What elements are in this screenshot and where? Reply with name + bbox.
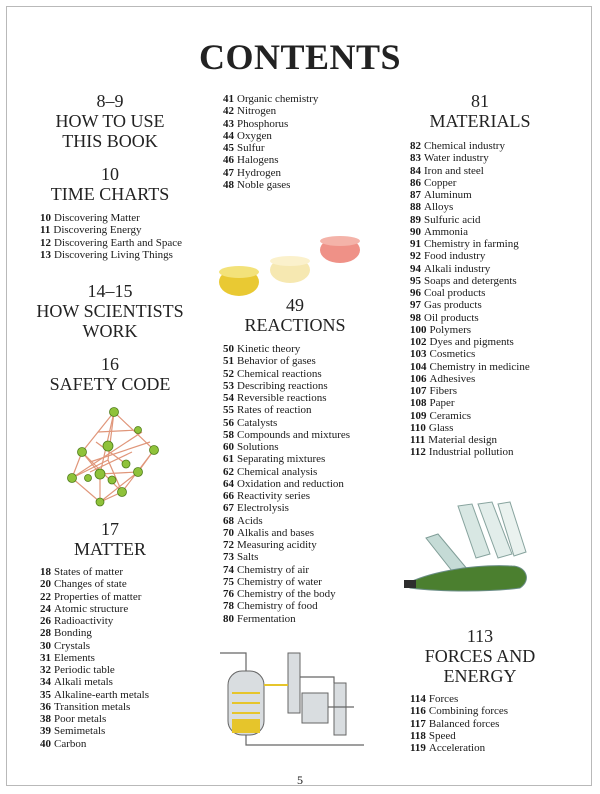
toc-entry-label: Water industry (424, 152, 489, 165)
toc-entry[interactable] (410, 434, 530, 446)
toc-entry[interactable] (410, 189, 530, 201)
toc-entry-page: 36 (40, 700, 51, 713)
heading-title: REACTIONS (244, 315, 346, 335)
toc-entry-page: 82 (410, 140, 421, 152)
toc-entry[interactable] (40, 249, 182, 261)
toc-entry-page: 90 (410, 225, 421, 238)
toc-entry-label: Chemical reactions (237, 367, 322, 380)
glass-bottles-illustration (402, 500, 542, 600)
toc-entry[interactable] (223, 343, 350, 355)
toc-entry-page: 42 (223, 105, 234, 118)
toc-entry-page: 55 (223, 404, 234, 417)
toc-entry-page: 75 (223, 575, 234, 588)
toc-entry[interactable] (223, 105, 318, 117)
toc-entry[interactable] (223, 93, 318, 105)
toc-entry[interactable] (410, 336, 530, 348)
toc-heading-how-scientists-work[interactable] (20, 281, 200, 341)
heading-title: TIME CHARTS (50, 184, 170, 204)
toc-entry-label: Chemical industry (424, 140, 505, 152)
toc-entry-label: Speed (428, 729, 456, 742)
toc-entry-page: 111 (410, 434, 426, 446)
toc-entry[interactable] (223, 130, 318, 142)
toc-entry-page: 47 (223, 166, 234, 179)
toc-entry[interactable] (223, 154, 318, 166)
toc-entry[interactable] (410, 422, 530, 434)
toc-heading-time-charts[interactable] (20, 164, 200, 204)
toc-entry[interactable] (40, 224, 182, 236)
toc-entry[interactable] (410, 275, 530, 287)
toc-entry-page: 43 (223, 117, 234, 130)
toc-heading-reactions[interactable] (205, 295, 385, 335)
toc-entry[interactable] (40, 738, 149, 750)
toc-entry[interactable] (410, 201, 530, 213)
toc-entry-label: Gas products (424, 299, 482, 312)
toc-entry[interactable] (223, 429, 350, 441)
heading-title: MATERIALS (429, 111, 531, 131)
toc-entry-label: Chemistry of the body (237, 588, 336, 600)
toc-entry-page: 54 (223, 392, 234, 404)
toc-entry-label: Halogens (237, 154, 279, 167)
toc-entry-label: Chemical analysis (237, 465, 318, 478)
toc-entry-label: Material design (428, 434, 498, 446)
toc-entry[interactable] (223, 453, 350, 465)
toc-entry[interactable] (40, 578, 149, 590)
toc-entry-page: 84 (410, 164, 421, 177)
toc-entry-label: Compounds and mixtures (237, 428, 351, 441)
toc-entry-label: Oil products (424, 311, 479, 324)
toc-entry[interactable] (223, 380, 350, 392)
toc-entry-label: Organic chemistry (237, 93, 319, 105)
toc-entry[interactable] (223, 417, 350, 429)
toc-entry-page: 89 (410, 213, 421, 226)
toc-entry[interactable] (410, 287, 530, 299)
toc-entry[interactable] (223, 490, 350, 502)
toc-entry-label: Chemistry of air (237, 563, 310, 576)
toc-entry[interactable] (223, 576, 350, 588)
forces-list (410, 693, 508, 754)
toc-entry[interactable] (223, 368, 350, 380)
toc-entry-page: 100 (410, 323, 427, 336)
toc-entry[interactable] (410, 250, 530, 262)
toc-entry-page: 30 (40, 639, 51, 652)
toc-entry-label: Crystals (54, 639, 91, 652)
toc-entry-label: Hydrogen (237, 166, 281, 179)
toc-entry-label: Acceleration (428, 742, 486, 754)
toc-entry-page: 11 (40, 224, 51, 237)
toc-entry-label: Discovering Earth and Space (54, 236, 182, 249)
toc-entry-label: Discovering Matter (54, 212, 140, 224)
toc-entry-label: Reversible reactions (237, 392, 327, 404)
toc-entry-label: Electrolysis (237, 502, 289, 515)
crystal-lattice-illustration (52, 402, 164, 512)
materials-list (410, 140, 530, 459)
toc-entry-label: Semimetals (54, 725, 106, 738)
toc-entry-label: Iron and steel (424, 164, 484, 177)
toc-entry-label: Phosphorus (237, 117, 289, 130)
toc-entry-label: Sulfuric acid (424, 213, 481, 226)
toc-entry-page: 66 (223, 490, 234, 502)
toc-entry-page: 106 (410, 372, 427, 385)
toc-entry-label: Reactivity series (237, 490, 311, 502)
toc-entry-label: Oxygen (237, 129, 272, 142)
toc-entry[interactable] (410, 214, 530, 226)
toc-entry[interactable] (410, 385, 530, 397)
toc-entry-page: 67 (223, 502, 234, 515)
toc-heading-materials[interactable] (390, 91, 570, 131)
toc-entry-page: 20 (40, 578, 51, 591)
toc-entry[interactable] (223, 539, 350, 551)
toc-entry-label: Forces (428, 693, 459, 705)
toc-entry[interactable] (223, 404, 350, 416)
toc-entry-label: Sulfur (237, 142, 265, 154)
toc-entry-page: 10 (40, 212, 51, 224)
toc-entry-page: 46 (223, 154, 234, 167)
toc-entry-page: 68 (223, 514, 234, 527)
toc-entry-page: 92 (410, 250, 421, 263)
toc-entry[interactable] (223, 441, 350, 453)
toc-entry-page: 74 (223, 563, 234, 576)
toc-entry-label: Elements (54, 651, 95, 664)
toc-entry[interactable] (223, 588, 350, 600)
toc-entry-label: Fermentation (237, 612, 296, 625)
toc-entry[interactable] (40, 591, 149, 603)
toc-entry[interactable] (410, 705, 508, 717)
toc-entry-label: Catalysts (237, 416, 278, 429)
toc-entry-label: Behavior of gases (237, 355, 316, 368)
toc-entry-label: Noble gases (237, 178, 291, 191)
toc-entry-label: Chemistry in medicine (429, 360, 530, 373)
toc-entry[interactable] (223, 142, 318, 154)
toc-entry-label: Polymers (429, 323, 472, 336)
toc-entry[interactable] (40, 615, 149, 627)
toc-entry-page: 35 (40, 688, 51, 701)
toc-entry-page: 64 (223, 477, 234, 490)
heading-pages: 49 (286, 295, 304, 315)
toc-entry-page: 86 (410, 176, 421, 189)
toc-entry-page: 31 (40, 651, 51, 664)
toc-entry[interactable] (223, 515, 350, 527)
toc-entry[interactable] (410, 718, 508, 730)
toc-entry[interactable] (410, 312, 530, 324)
toc-entry-label: Copper (424, 176, 457, 189)
toc-entry[interactable] (410, 373, 530, 385)
toc-entry[interactable] (410, 140, 530, 152)
toc-entry-page: 26 (40, 615, 51, 627)
toc-entry-page: 58 (223, 428, 234, 441)
toc-entry-page: 78 (223, 600, 234, 613)
toc-entry[interactable] (223, 502, 350, 514)
toc-entry-page: 12 (40, 236, 51, 249)
toc-entry-label: Salts (237, 551, 259, 564)
toc-entry[interactable] (410, 152, 530, 164)
heading-title: HOW TO USE (55, 111, 165, 131)
toc-entry-label: Radioactivity (54, 615, 114, 627)
toc-entry[interactable] (40, 725, 149, 737)
toc-entry-label: Industrial pollution (428, 446, 514, 459)
toc-entry-label: Glass (428, 421, 454, 434)
toc-entry-page: 53 (223, 379, 234, 392)
heading-pages: 14–15 (87, 281, 133, 301)
heading-title: FORCES AND (424, 646, 536, 666)
toc-entry-page: 61 (223, 453, 234, 466)
toc-entry[interactable] (40, 603, 149, 615)
toc-entry-label: Bonding (54, 627, 92, 640)
toc-entry-page: 88 (410, 201, 421, 214)
heading-pages: 113 (466, 626, 494, 646)
toc-entry-label: Alloys (424, 201, 454, 214)
toc-entry-label: Measuring acidity (237, 539, 317, 551)
toc-entry-page: 95 (410, 274, 421, 287)
toc-entry-page: 96 (410, 287, 421, 299)
heading-title: ENERGY (443, 666, 517, 686)
toc-entry[interactable] (223, 613, 350, 625)
heading-title: SAFETY CODE (49, 374, 171, 394)
toc-entry-page: 116 (410, 705, 426, 718)
toc-entry[interactable] (410, 348, 530, 360)
toc-entry[interactable] (223, 392, 350, 404)
toc-heading-how-to-use[interactable] (20, 91, 200, 151)
toc-entry-page: 32 (40, 664, 51, 676)
toc-entry-label: Alkalis and bases (237, 526, 314, 539)
toc-entry-label: Chemistry of water (237, 575, 322, 588)
toc-entry[interactable] (223, 564, 350, 576)
toc-entry-page: 13 (40, 248, 51, 261)
toc-entry[interactable] (40, 640, 149, 652)
toc-entry-page: 40 (40, 737, 51, 750)
heading-title: MATTER (74, 539, 146, 559)
toc-entry-label: Changes of state (54, 578, 127, 591)
toc-entry[interactable] (223, 600, 350, 612)
toc-entry-label: Cosmetics (429, 348, 476, 361)
toc-entry-label: Aluminum (424, 189, 472, 201)
toc-entry-page: 114 (410, 693, 426, 705)
toc-heading-matter[interactable] (20, 519, 200, 559)
matter-list (40, 566, 149, 750)
toc-entry[interactable] (40, 701, 149, 713)
toc-entry-label: Adhesives (429, 372, 476, 385)
toc-entry-page: 103 (410, 348, 427, 361)
toc-entry[interactable] (410, 263, 530, 275)
toc-entry[interactable] (40, 689, 149, 701)
toc-entry-page: 51 (223, 355, 234, 368)
toc-entry-page: 104 (410, 360, 427, 373)
toc-entry-page: 48 (223, 178, 234, 191)
toc-entry[interactable] (410, 361, 530, 373)
toc-entry-page: 91 (410, 238, 421, 250)
toc-entry-label: Discovering Energy (53, 224, 142, 237)
time-charts-list (40, 212, 182, 261)
toc-entry[interactable] (40, 566, 149, 578)
toc-entry-page: 52 (223, 367, 234, 380)
toc-entry-page: 109 (410, 409, 427, 422)
toc-entry-page: 22 (40, 590, 51, 603)
heading-pages: 8–9 (96, 91, 124, 111)
heading-pages: 16 (101, 354, 119, 374)
toc-entry[interactable] (410, 742, 508, 754)
toc-entry-page: 62 (223, 465, 234, 478)
toc-entry[interactable] (410, 177, 530, 189)
toc-entry-page: 94 (410, 262, 421, 275)
toc-entry-page: 50 (223, 343, 234, 355)
toc-entry-page: 76 (223, 588, 234, 600)
toc-entry[interactable] (410, 226, 530, 238)
page-number: 5 (297, 773, 303, 787)
toc-entry-page: 80 (223, 612, 234, 625)
toc-entry-label: Soaps and detergents (424, 274, 517, 287)
toc-entry-label: Kinetic theory (237, 343, 301, 355)
toc-entry[interactable] (223, 478, 350, 490)
toc-entry-page: 119 (410, 742, 426, 754)
toc-entry-page: 107 (410, 385, 427, 397)
toc-heading-forces-and-energy[interactable] (390, 626, 570, 686)
toc-entry-page: 70 (223, 526, 234, 539)
toc-entry-label: Combining forces (428, 705, 509, 718)
toc-entry-page: 39 (40, 725, 51, 738)
toc-entry-page: 73 (223, 551, 234, 564)
toc-entry-label: Coal products (424, 287, 486, 299)
toc-entry-page: 108 (410, 397, 427, 410)
toc-entry-label: Solutions (237, 441, 279, 453)
page-title: CONTENTS (198, 37, 402, 77)
heading-pages: 81 (471, 91, 489, 111)
toc-entry-label: Ammonia (424, 225, 468, 238)
toc-entry-page: 45 (223, 142, 234, 154)
toc-entry[interactable] (410, 397, 530, 409)
toc-entry-label: Alkaline-earth metals (54, 688, 149, 701)
toc-entry[interactable] (410, 693, 508, 705)
toc-entry[interactable] (410, 410, 530, 422)
toc-entry[interactable] (410, 324, 530, 336)
toc-entry-label: Separating mixtures (237, 453, 326, 466)
toc-entry-page: 118 (410, 729, 426, 742)
toc-entry-page: 34 (40, 676, 51, 689)
industrial-plant-illustration (214, 633, 374, 751)
toc-entry-label: Alkali metals (54, 676, 113, 689)
toc-entry[interactable] (410, 730, 508, 742)
toc-entry-label: Acids (237, 514, 263, 527)
toc-entry-label: Chemistry of food (237, 600, 318, 613)
toc-entry[interactable] (223, 355, 350, 367)
heading-pages: 10 (101, 164, 119, 184)
toc-entry-page: 72 (223, 539, 234, 551)
toc-entry-label: Atomic structure (54, 602, 129, 615)
toc-entry-page: 28 (40, 627, 51, 640)
toc-entry-label: Ceramics (429, 409, 472, 422)
toc-entry-page: 83 (410, 152, 421, 165)
toc-entry[interactable] (40, 713, 149, 725)
toc-entry[interactable] (223, 551, 350, 563)
toc-entry[interactable] (40, 676, 149, 688)
toc-entry-label: Oxidation and reduction (237, 477, 344, 490)
toc-entry-page: 97 (410, 299, 421, 312)
reactions-list (223, 343, 350, 625)
toc-entry-page: 112 (410, 446, 426, 459)
toc-entry[interactable] (223, 527, 350, 539)
toc-entry-page: 44 (223, 129, 234, 142)
toc-entry-page: 60 (223, 441, 234, 453)
toc-entry[interactable] (223, 167, 318, 179)
toc-entry[interactable] (223, 179, 318, 191)
toc-entry-page: 98 (410, 311, 421, 324)
heading-title: HOW SCIENTISTS (36, 301, 184, 321)
toc-entry[interactable] (40, 627, 149, 639)
toc-entry-label: Poor metals (54, 713, 107, 725)
toc-entry[interactable] (410, 446, 530, 458)
heading-pages: 17 (101, 519, 119, 539)
toc-entry[interactable] (40, 237, 182, 249)
toc-entry[interactable] (40, 664, 149, 676)
toc-entry-label: Properties of matter (54, 590, 142, 603)
heading-title: THIS BOOK (62, 131, 158, 151)
toc-entry-label: Balanced forces (428, 717, 500, 730)
toc-entry-label: Fibers (429, 385, 457, 397)
liquid-dishes-illustration (215, 232, 365, 302)
toc-entry[interactable] (40, 212, 182, 224)
toc-entry[interactable] (410, 299, 530, 311)
toc-entry-page: 18 (40, 566, 51, 578)
toc-entry-label: States of matter (54, 566, 124, 578)
heading-title: WORK (82, 321, 138, 341)
toc-entry-page: 117 (410, 717, 426, 730)
toc-entry-page: 41 (223, 93, 234, 105)
toc-entry-label: Discovering Living Things (54, 248, 173, 261)
toc-entry-page: 24 (40, 602, 51, 615)
toc-entry-label: Paper (429, 397, 455, 410)
toc-entry[interactable] (40, 652, 149, 664)
toc-entry-page: 87 (410, 189, 421, 201)
toc-entry-page: 110 (410, 421, 426, 434)
matter-continued-list (223, 93, 318, 191)
toc-entry-label: Rates of reaction (237, 404, 312, 417)
toc-entry-label: Chemistry in farming (424, 238, 519, 250)
toc-entry-label: Carbon (54, 737, 87, 750)
toc-entry-label: Describing reactions (237, 379, 328, 392)
toc-entry-label: Dyes and pigments (429, 336, 514, 348)
toc-entry-label: Periodic table (54, 664, 115, 676)
toc-entry[interactable] (223, 118, 318, 130)
toc-entry-page: 102 (410, 336, 427, 348)
toc-entry-label: Alkali industry (424, 262, 491, 275)
toc-entry-page: 38 (40, 713, 51, 725)
toc-entry-page: 56 (223, 416, 234, 429)
toc-entry[interactable] (410, 165, 530, 177)
toc-entry-label: Transition metals (54, 700, 131, 713)
toc-entry[interactable] (410, 238, 530, 250)
toc-heading-safety-code[interactable] (20, 354, 200, 394)
toc-entry-label: Nitrogen (237, 105, 277, 118)
toc-entry-label: Food industry (424, 250, 486, 263)
toc-entry[interactable] (223, 466, 350, 478)
